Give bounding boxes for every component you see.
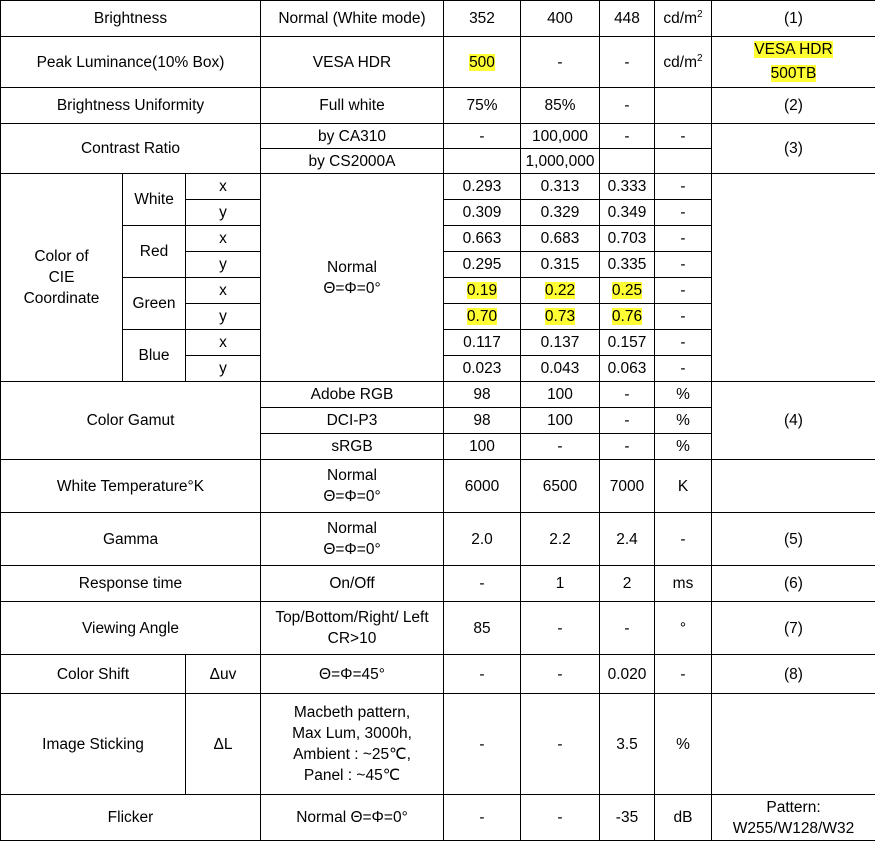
cie-axis-x: x bbox=[186, 174, 261, 200]
typ-gamut: - bbox=[521, 434, 600, 460]
cie-value: 0.043 bbox=[521, 356, 600, 382]
typ-flicker: - bbox=[521, 795, 600, 841]
cie-value: 0.063 bbox=[600, 356, 655, 382]
item-shift: Color Shift bbox=[1, 655, 186, 694]
cond-flicker: Normal Θ=Φ=0° bbox=[261, 795, 444, 841]
cie-value bbox=[521, 304, 600, 330]
note-gamma: (5) bbox=[712, 513, 875, 566]
cie-value: 0.117 bbox=[444, 330, 521, 356]
max-gamut: - bbox=[600, 382, 655, 408]
max-uniformity: - bbox=[600, 88, 655, 124]
note-peak bbox=[712, 37, 875, 88]
unit-brightness bbox=[655, 1, 712, 37]
min-gamut: 98 bbox=[444, 408, 521, 434]
min-gamut: 100 bbox=[444, 434, 521, 460]
max-brightness: 448 bbox=[600, 1, 655, 37]
max-sticking: 3.5 bbox=[600, 694, 655, 795]
note-response: (6) bbox=[712, 566, 875, 602]
min-gamut: 98 bbox=[444, 382, 521, 408]
cond-shift: Θ=Φ=45° bbox=[261, 655, 444, 694]
cie-value bbox=[600, 304, 655, 330]
item-white-temp: White Temperature°K bbox=[1, 460, 261, 513]
cie-value bbox=[600, 278, 655, 304]
highlight-value: 0.22 bbox=[545, 282, 575, 299]
note-uniformity: (2) bbox=[712, 88, 875, 124]
row-uniformity bbox=[1, 88, 875, 124]
cie-unit: - bbox=[655, 330, 712, 356]
unit-gamut: % bbox=[655, 382, 712, 408]
cie-value bbox=[444, 304, 521, 330]
cie-value: 0.315 bbox=[521, 252, 600, 278]
cie-axis-y: y bbox=[186, 200, 261, 226]
cie-color-red: Red bbox=[123, 226, 186, 278]
note-shift: (8) bbox=[712, 655, 875, 694]
note-brightness: (1) bbox=[712, 1, 875, 37]
typ-gamut: 100 bbox=[521, 408, 600, 434]
row-gamut-adobe bbox=[1, 382, 875, 408]
unit-flicker: dB bbox=[655, 795, 712, 841]
min-shift: - bbox=[444, 655, 521, 694]
min-flicker: - bbox=[444, 795, 521, 841]
max-peak: - bbox=[600, 37, 655, 88]
sym-shift: Δuv bbox=[186, 655, 261, 694]
unit-contrast-2 bbox=[655, 149, 712, 174]
typ-shift: - bbox=[521, 655, 600, 694]
note-sticking bbox=[712, 694, 875, 795]
cond-gamma: Normal Θ=Φ=0° bbox=[261, 513, 444, 566]
item-gamma: Gamma bbox=[1, 513, 261, 566]
cie-unit: - bbox=[655, 278, 712, 304]
typ-peak: - bbox=[521, 37, 600, 88]
item-peak: Peak Luminance(10% Box) bbox=[1, 37, 261, 88]
cie-color-white: White bbox=[123, 174, 186, 226]
typ-sticking: - bbox=[521, 694, 600, 795]
row-gamma bbox=[1, 513, 875, 566]
min-white-temp: 6000 bbox=[444, 460, 521, 513]
unit-superscript: 2 bbox=[697, 52, 703, 63]
highlight-value: 0.73 bbox=[545, 308, 575, 325]
cond-brightness: Normal (White mode) bbox=[261, 1, 444, 37]
unit-base: cd/m bbox=[663, 54, 697, 71]
row-image-sticking bbox=[1, 694, 875, 795]
highlight-value: 0.19 bbox=[467, 282, 497, 299]
note-gamut: (4) bbox=[712, 382, 875, 460]
row-brightness bbox=[1, 1, 875, 37]
min-uniformity: 75% bbox=[444, 88, 521, 124]
max-contrast-1: - bbox=[600, 124, 655, 149]
unit-gamut: % bbox=[655, 434, 712, 460]
row-contrast-1 bbox=[1, 124, 875, 149]
min-brightness: 352 bbox=[444, 1, 521, 37]
cie-axis-x: x bbox=[186, 330, 261, 356]
cie-value: 0.333 bbox=[600, 174, 655, 200]
cond-gamut: Adobe RGB bbox=[261, 382, 444, 408]
unit-superscript: 2 bbox=[697, 9, 703, 20]
cie-value: 0.137 bbox=[521, 330, 600, 356]
item-uniformity: Brightness Uniformity bbox=[1, 88, 261, 124]
cie-value: 0.309 bbox=[444, 200, 521, 226]
note-viewing: (7) bbox=[712, 602, 875, 655]
unit-white-temp: K bbox=[655, 460, 712, 513]
note-cie bbox=[712, 174, 875, 382]
typ-response: 1 bbox=[521, 566, 600, 602]
unit-shift: - bbox=[655, 655, 712, 694]
cie-color-green: Green bbox=[123, 278, 186, 330]
cond-contrast-1: by CA310 bbox=[261, 124, 444, 149]
min-contrast-1: - bbox=[444, 124, 521, 149]
typ-uniformity: 85% bbox=[521, 88, 600, 124]
row-flicker bbox=[1, 795, 875, 841]
cie-value: 0.295 bbox=[444, 252, 521, 278]
cie-value: 0.329 bbox=[521, 200, 600, 226]
highlight-value: 0.25 bbox=[612, 282, 642, 299]
row-color-shift bbox=[1, 655, 875, 694]
item-response: Response time bbox=[1, 566, 261, 602]
typ-contrast-1: 100,000 bbox=[521, 124, 600, 149]
note-line-2: 500TB bbox=[771, 65, 817, 82]
cie-unit: - bbox=[655, 252, 712, 278]
typ-gamut: 100 bbox=[521, 382, 600, 408]
item-gamut: Color Gamut bbox=[1, 382, 261, 460]
cie-unit: - bbox=[655, 304, 712, 330]
unit-contrast-1: - bbox=[655, 124, 712, 149]
cie-value: 0.703 bbox=[600, 226, 655, 252]
typ-contrast-2: 1,000,000 bbox=[521, 149, 600, 174]
cie-value: 0.293 bbox=[444, 174, 521, 200]
sym-sticking: ΔL bbox=[186, 694, 261, 795]
unit-viewing: ° bbox=[655, 602, 712, 655]
max-response: 2 bbox=[600, 566, 655, 602]
cie-value: 0.023 bbox=[444, 356, 521, 382]
cond-sticking: Macbeth pattern, Max Lum, 3000h, Ambient : ~25℃, Panel : ~45℃ bbox=[261, 694, 444, 795]
max-shift: 0.020 bbox=[600, 655, 655, 694]
cie-value: 0.349 bbox=[600, 200, 655, 226]
min-viewing: 85 bbox=[444, 602, 521, 655]
unit-sticking: % bbox=[655, 694, 712, 795]
cie-axis-y: y bbox=[186, 304, 261, 330]
max-gamut: - bbox=[600, 408, 655, 434]
cond-cie: Normal Θ=Φ=0° bbox=[261, 174, 444, 382]
cie-value: 0.335 bbox=[600, 252, 655, 278]
item-sticking: Image Sticking bbox=[1, 694, 186, 795]
typ-brightness: 400 bbox=[521, 1, 600, 37]
cie-value bbox=[444, 278, 521, 304]
cie-unit: - bbox=[655, 200, 712, 226]
unit-response: ms bbox=[655, 566, 712, 602]
highlight-value: 0.76 bbox=[612, 308, 642, 325]
max-flicker: -35 bbox=[600, 795, 655, 841]
min-response: - bbox=[444, 566, 521, 602]
row-response bbox=[1, 566, 875, 602]
unit-uniformity bbox=[655, 88, 712, 124]
cie-axis-x: x bbox=[186, 278, 261, 304]
unit-peak bbox=[655, 37, 712, 88]
max-viewing: - bbox=[600, 602, 655, 655]
row-cie-white-x bbox=[1, 174, 875, 200]
item-viewing: Viewing Angle bbox=[1, 602, 261, 655]
cie-axis-y: y bbox=[186, 356, 261, 382]
cie-unit: - bbox=[655, 226, 712, 252]
row-white-temp bbox=[1, 460, 875, 513]
highlight-value: 500 bbox=[469, 54, 495, 71]
typ-viewing: - bbox=[521, 602, 600, 655]
cie-unit: - bbox=[655, 174, 712, 200]
item-flicker: Flicker bbox=[1, 795, 261, 841]
row-peak-luminance bbox=[1, 37, 875, 88]
min-gamma: 2.0 bbox=[444, 513, 521, 566]
cond-white-temp: Normal Θ=Φ=0° bbox=[261, 460, 444, 513]
cond-gamut: DCI-P3 bbox=[261, 408, 444, 434]
item-brightness: Brightness bbox=[1, 1, 261, 37]
cond-viewing: Top/Bottom/Right/ Left CR>10 bbox=[261, 602, 444, 655]
cond-response: On/Off bbox=[261, 566, 444, 602]
note-line-1: VESA HDR bbox=[754, 41, 832, 58]
item-contrast: Contrast Ratio bbox=[1, 124, 261, 174]
cie-axis-y: y bbox=[186, 252, 261, 278]
typ-gamma: 2.2 bbox=[521, 513, 600, 566]
cie-axis-x: x bbox=[186, 226, 261, 252]
cie-value: 0.663 bbox=[444, 226, 521, 252]
min-sticking: - bbox=[444, 694, 521, 795]
unit-base: cd/m bbox=[663, 10, 697, 27]
cie-value: 0.313 bbox=[521, 174, 600, 200]
max-white-temp: 7000 bbox=[600, 460, 655, 513]
max-contrast-2 bbox=[600, 149, 655, 174]
cie-value: 0.683 bbox=[521, 226, 600, 252]
typ-white-temp: 6500 bbox=[521, 460, 600, 513]
cie-unit: - bbox=[655, 356, 712, 382]
item-cie: Color of CIE Coordinate bbox=[1, 174, 123, 382]
note-flicker: Pattern: W255/W128/W32 bbox=[712, 795, 875, 841]
cond-gamut: sRGB bbox=[261, 434, 444, 460]
cond-uniformity: Full white bbox=[261, 88, 444, 124]
cie-color-blue: Blue bbox=[123, 330, 186, 382]
max-gamma: 2.4 bbox=[600, 513, 655, 566]
unit-gamut: % bbox=[655, 408, 712, 434]
note-contrast: (3) bbox=[712, 124, 875, 174]
cie-value: 0.157 bbox=[600, 330, 655, 356]
unit-gamma: - bbox=[655, 513, 712, 566]
min-contrast-2 bbox=[444, 149, 521, 174]
highlight-value: 0.70 bbox=[467, 308, 497, 325]
row-viewing bbox=[1, 602, 875, 655]
cond-peak: VESA HDR bbox=[261, 37, 444, 88]
max-gamut: - bbox=[600, 434, 655, 460]
cond-contrast-2: by CS2000A bbox=[261, 149, 444, 174]
note-white-temp bbox=[712, 460, 875, 513]
cie-value bbox=[521, 278, 600, 304]
min-peak bbox=[444, 37, 521, 88]
